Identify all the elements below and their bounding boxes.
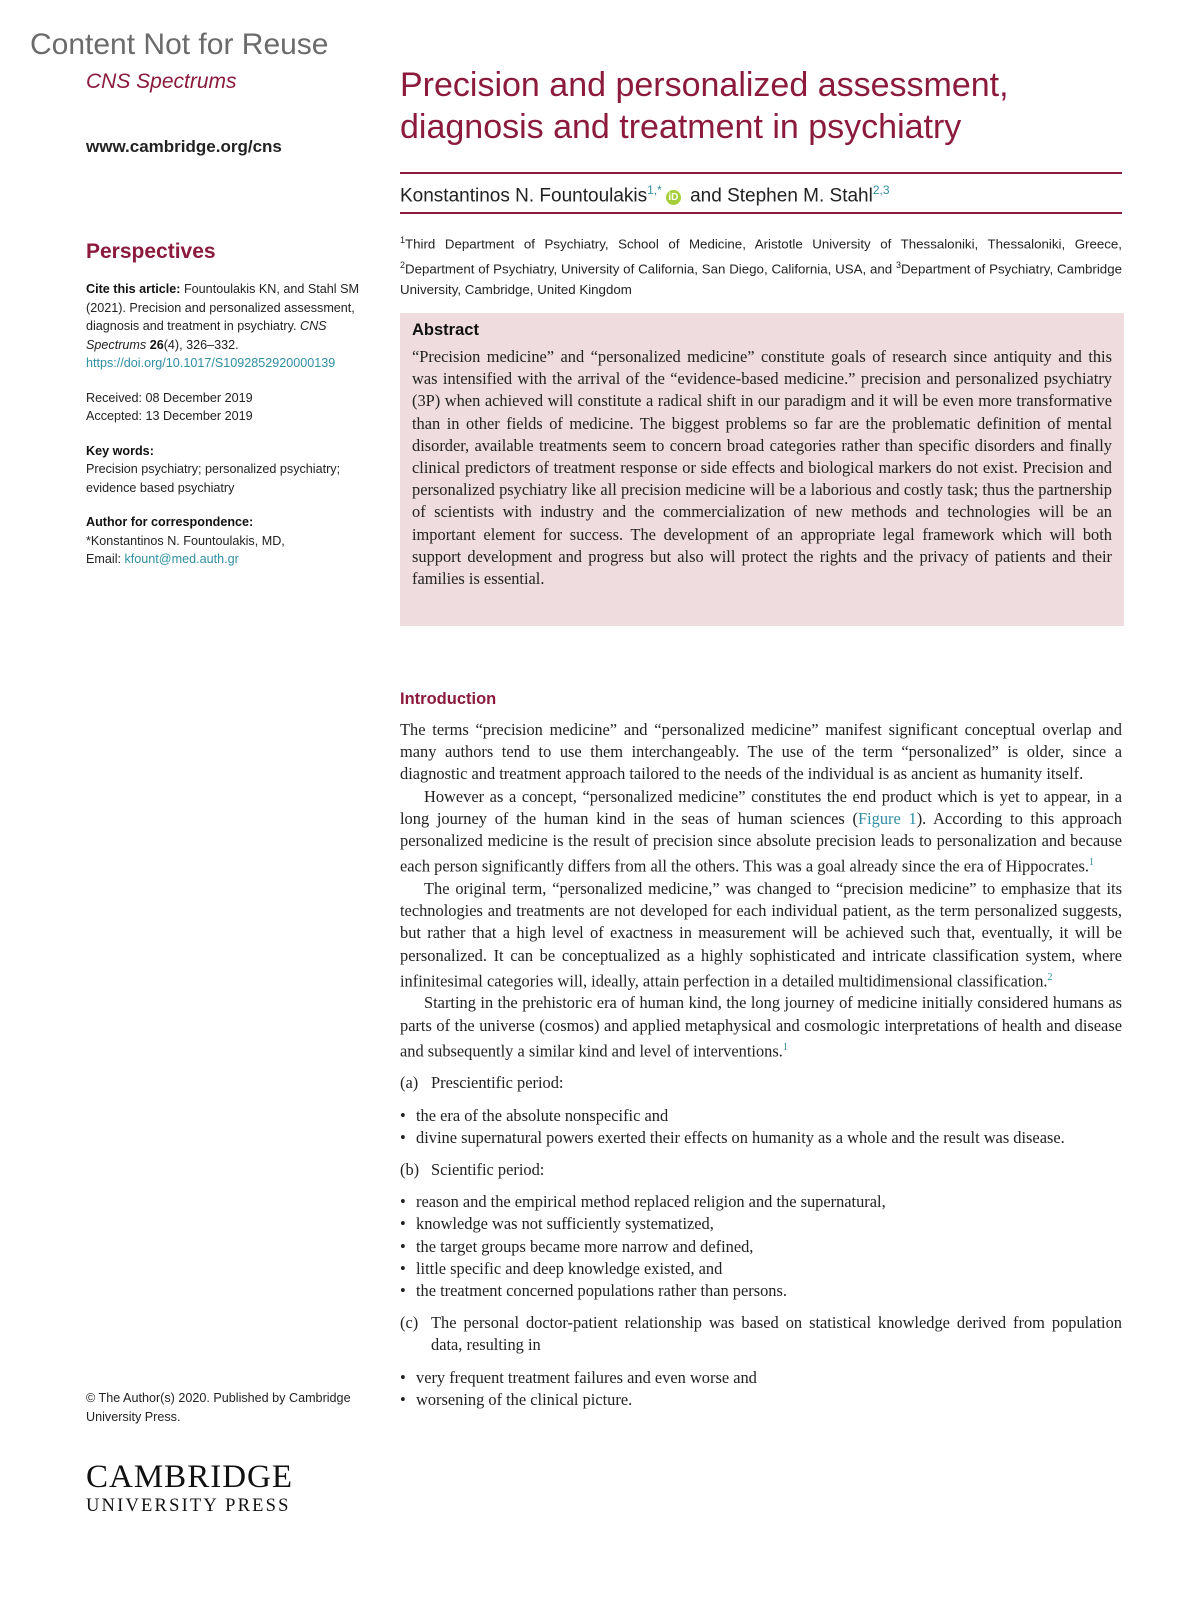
journal-name: CNS Spectrums (86, 70, 237, 93)
bullet-list (400, 1105, 1122, 1149)
article-body (400, 690, 1122, 1411)
received-date: Received: 08 December 2019 (86, 390, 253, 405)
correspondence-block (86, 513, 373, 569)
title-rule (400, 172, 1122, 174)
doi-link[interactable]: https://doi.org/10.1017/S1092852920000139 (86, 356, 336, 370)
enum-text: The personal doctor-patient relationship was based on statistical knowledge derived from population data, resulting in (431, 1313, 1122, 1355)
list-item: • worsening of the clinical picture. (400, 1389, 1122, 1411)
title-line-1: Precision and personalized assessment, (400, 66, 1009, 104)
paragraph (400, 992, 1122, 1062)
enumerated-item (400, 1072, 1122, 1094)
correspondence-name: *Konstantinos N. Fountoulakis, MD, (86, 533, 285, 548)
keywords-text: Precision psychiatry; personalized psychiatry; evidence based psychiatry (86, 462, 341, 495)
affiliation-text: Department of Psychiatry, University of California, San Diego, California, USA, and (405, 261, 893, 277)
title-line-2: diagnosis and treatment in psychiatry (400, 108, 962, 146)
abstract-heading: Abstract (412, 321, 479, 339)
paragraph-text: ). According to this approach personalized medicine is the result of precision since absolute precision leads to personalization and because each person significantly differs from all the others. This was a goal already since the era of Hippocrates. (400, 808, 1123, 876)
email-label: Email: (86, 552, 121, 566)
author-name[interactable]: Konstantinos N. Fountoulakis (400, 185, 648, 207)
paragraph-text: However as a concept, “personalized medicine” constitutes the end product which is yet to appear, in a long journey of the human kind in the seas of human sciences ( (400, 786, 1122, 828)
bullet-list (400, 1367, 1122, 1411)
author-affiliation-ref[interactable]: 1,* (647, 183, 662, 197)
paragraph-text: The original term, “personalized medicine,” was changed to “precision medicine” to emphasize that its technologies and treatments are not developed for each individual patient, as the term personalized suggests, but rather that a high level of exactness in measurement will be achieved such that, eventually, it will be personalized. It can be conceptualized as a highly sophisticated and intricate classification system, where infinitesimal categories will, ideally, attain perfection in a detailed multidimensional classification. (400, 878, 1122, 991)
author-affiliation-ref[interactable]: 2,3 (872, 183, 890, 197)
list-item: • little specific and deep knowledge existed, and (400, 1258, 1122, 1280)
abstract-text: “Precision medicine” and “personalized medicine” constitute goals of research since antiquity and this was intensified with the arrival of the “evidence-based medicine.” precision and personalized psychiatry (3P) when achieved will constitute a radical shift in our paradigm and it will be even more transformative than in other fields of medicine. The biggest problems so far are the problematic definition of mental disorder, available treatments seem to concern broad categories rather than specific disorders and finally clinical predictors of treatment response or side effects and biological markers do not exist. Precision and personalized psychiatry like all precision medicine will be a laborious and costly task; thus the partnership of scientists with industry and the commercialization of new methods and technologies will be an important element for success. The development of an appropriate legal framework which will both support development and progress but also will protect the rights and the privacy of patients and their families is essential. (412, 347, 1112, 589)
paragraph: The terms “precision medicine” and “personalized medicine” manifest significant conceptual overlap and many authors tend to use them interchangeably. The use of the term “personalized” is older, since a diagnostic and treatment approach tailored to the needs of the individual is as ancient as humanity itself. (400, 720, 1122, 784)
list-item: • knowledge was not sufficiently systematized, (400, 1213, 1122, 1235)
author-name[interactable]: Stephen M. Stahl (727, 185, 873, 207)
enumerated-item (400, 1312, 1122, 1356)
keywords-label: Key words: (86, 443, 154, 458)
figure-link[interactable]: Figure 1 (857, 808, 917, 828)
affiliation-marker: 1 (400, 235, 406, 245)
reference-link[interactable]: 1 (782, 1041, 788, 1053)
authors-rule (400, 212, 1122, 214)
enum-label: (b) (400, 1160, 420, 1180)
copyright-notice: © The Author(s) 2020. Published by Cambridge University Press. (86, 1391, 351, 1424)
list-item: • the treatment concerned populations rather than persons. (400, 1280, 1122, 1302)
cite-journal: CNS Spectrums (86, 319, 327, 352)
list-item: • reason and the empirical method replaced religion and the supernatural, (400, 1191, 1122, 1213)
list-item: • the target groups became more narrow and defined, (400, 1236, 1122, 1258)
reference-link[interactable]: 2 (1047, 971, 1053, 983)
dates-block (86, 389, 373, 426)
affiliation-text: Third Department of Psychiatry, School of Medicine, Aristotle University of Thessaloniki, Thessaloniki, Greece, (405, 236, 1122, 252)
affiliation-text: Department of Psychiatry, Cambridge University, Cambridge, United Kingdom (400, 261, 1122, 297)
author-list (400, 183, 890, 207)
cite-volume: 26 (149, 337, 164, 352)
citation-block (86, 280, 373, 373)
enum-label: (c) (400, 1313, 419, 1333)
paragraph (400, 878, 1122, 992)
list-item: • divine supernatural powers exerted their effects on humanity as a whole and the result was disease. (400, 1127, 1122, 1149)
enum-text: Scientific period: (431, 1160, 545, 1180)
bullet-list (400, 1191, 1122, 1302)
article-title (400, 64, 1120, 148)
article-sidebar (86, 240, 373, 585)
email-link[interactable]: kfount@med.auth.gr (124, 552, 239, 566)
cite-label: Cite this article: (86, 282, 181, 296)
list-item: • very frequent treatment failures and even worse and (400, 1367, 1122, 1389)
keywords-block (86, 442, 373, 498)
publisher-logo (86, 1459, 293, 1517)
list-item: • the era of the absolute nonspecific and (400, 1105, 1122, 1127)
paragraph-text: Starting in the prehistoric era of human kind, the long journey of medicine initially considered humans as parts of the universe (cosmos) and applied metaphysical and cosmologic interpretations of health and disease and subsequently a similar kind and level of interventions. (400, 993, 1122, 1061)
cite-pages: (4), 326–332. (163, 337, 239, 352)
affiliation-marker: 3 (895, 259, 901, 270)
logo-line-1: CAMBRIDGE (86, 1459, 294, 1495)
accepted-date: Accepted: 13 December 2019 (86, 409, 253, 423)
watermark: Content Not for Reuse (30, 28, 329, 61)
author-joiner: and (690, 185, 722, 207)
section-label: Perspectives (86, 240, 216, 263)
abstract-box (400, 313, 1124, 626)
logo-line-2: UNIVERSITY PRESS (86, 1496, 291, 1516)
cite-text: Fountoulakis KN, and Stahl SM (2021). Precision and personalized assessment, diagnosis and treatment in psychiatry. (86, 282, 359, 333)
orcid-icon[interactable]: iD (666, 190, 681, 205)
enumerated-item (400, 1159, 1122, 1181)
section-heading: Introduction (400, 690, 497, 708)
journal-url[interactable]: www.cambridge.org/cns (86, 137, 282, 156)
reference-link[interactable]: 1 (1088, 857, 1094, 869)
correspondence-label: Author for correspondence: (86, 515, 254, 529)
paragraph (400, 786, 1122, 878)
affiliations (400, 230, 1122, 300)
enum-label: (a) (400, 1073, 419, 1093)
enum-text: Prescientific period: (431, 1073, 564, 1093)
affiliation-marker: 2 (400, 259, 406, 270)
